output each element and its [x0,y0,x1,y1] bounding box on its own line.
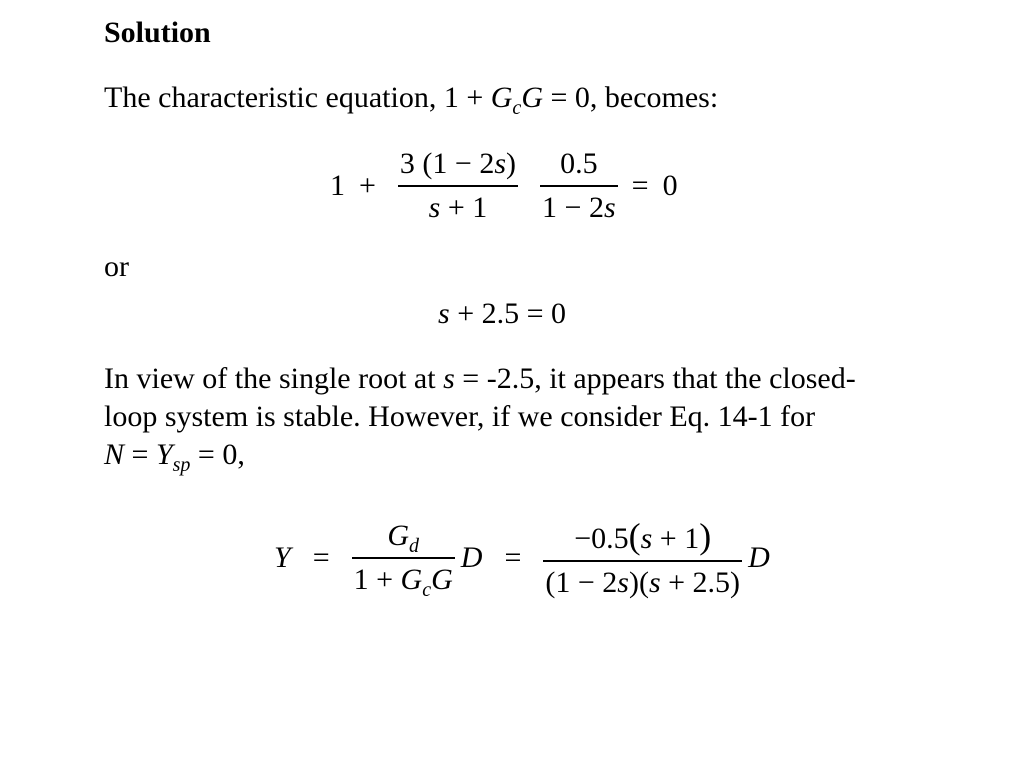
eq3-f2-den-a: (1 − 2 [545,566,618,599]
eq1-rhs: 0 [662,169,678,202]
heading-solution: Solution [104,16,211,49]
eq3-f1-den-G: G [400,563,423,596]
eq3-f1-den-a: 1 + [353,563,401,596]
eq3-f2-den-s2: s [648,566,661,599]
eq2-s: s [438,297,450,330]
para3-N: N [104,438,125,471]
para3-line1-b: = -2.5, it appears that the closed- [454,362,856,395]
paragraph-stability [104,360,856,474]
para3-Y: Y [155,438,173,471]
eq1-f1-num-b: ) [506,147,517,180]
para3-line1 [104,360,856,398]
equation-root [438,299,566,329]
paragraph-characteristic-equation [104,79,718,117]
eq1-plus: + [359,169,376,202]
para1-text-before: The characteristic equation, 1 + [104,81,491,114]
eq1-equals: = [631,169,649,202]
para3-line3 [104,436,856,474]
para3-end: = 0, [190,438,245,471]
eq3-fraction-2 [543,518,742,598]
para1-G: G [490,81,513,114]
eq3-f2-num-lp: ( [628,516,641,556]
eq1-f1-den-s: s [428,191,441,224]
eq1-fraction-2 [540,149,618,223]
para3-line1-s: s [443,362,455,395]
eq2-rest: + 2.5 = 0 [449,297,567,330]
eq1-f1-num-s: s [494,147,507,180]
eq3-f2-num-a: −0.5 [574,522,629,555]
eq3-f2-num-s: s [640,522,653,555]
eq3-D1: D [460,541,483,574]
eq3-D2: D [748,541,770,574]
eq1-f2-den-a: 1 − 2 [542,191,604,224]
para1-text-after: = 0, becomes: [542,81,719,114]
eq3-f1-num-sub: d [409,535,420,557]
eq3-f2-num-rp: ) [699,516,712,556]
eq3-equals-2: = [504,541,522,574]
eq3-Y: Y [274,541,291,574]
equation-characteristic [330,149,678,223]
eq1-f2-den-s: s [603,191,616,224]
eq1-f1-den-b: + 1 [440,191,488,224]
para3-line2: loop system is stable. However, if we consider Eq. 14-1 for [104,400,816,433]
eq3-equals-1: = [312,541,330,574]
eq3-fraction-1 [352,519,455,601]
eq3-f1-num-G: G [387,519,410,552]
eq1-lhs: 1 [330,169,345,202]
eq3-f2-den-c: + 2.5) [660,566,741,599]
eq3-f2-num-b: + 1 [652,522,700,555]
eq3-f1-den-G2: G [431,563,453,596]
eq1-f2-num: 0.5 [560,147,598,180]
eq1-fraction-1 [398,149,518,223]
para3-mid: = [124,438,156,471]
para1-c-sub: c [512,97,522,119]
eq3-f1-den-sub: c [422,579,432,601]
eq3-f2-den-b: )( [628,566,649,599]
para1-G2: G [521,81,543,114]
or-text: or [104,250,129,283]
para3-line1-a: In view of the single root at [104,362,444,395]
eq1-f1-num-a: 3 (1 − 2 [399,147,495,180]
equation-disturbance-response [274,516,770,601]
para3-sp-sub: sp [172,454,191,476]
eq3-f2-den-s1: s [617,566,629,599]
